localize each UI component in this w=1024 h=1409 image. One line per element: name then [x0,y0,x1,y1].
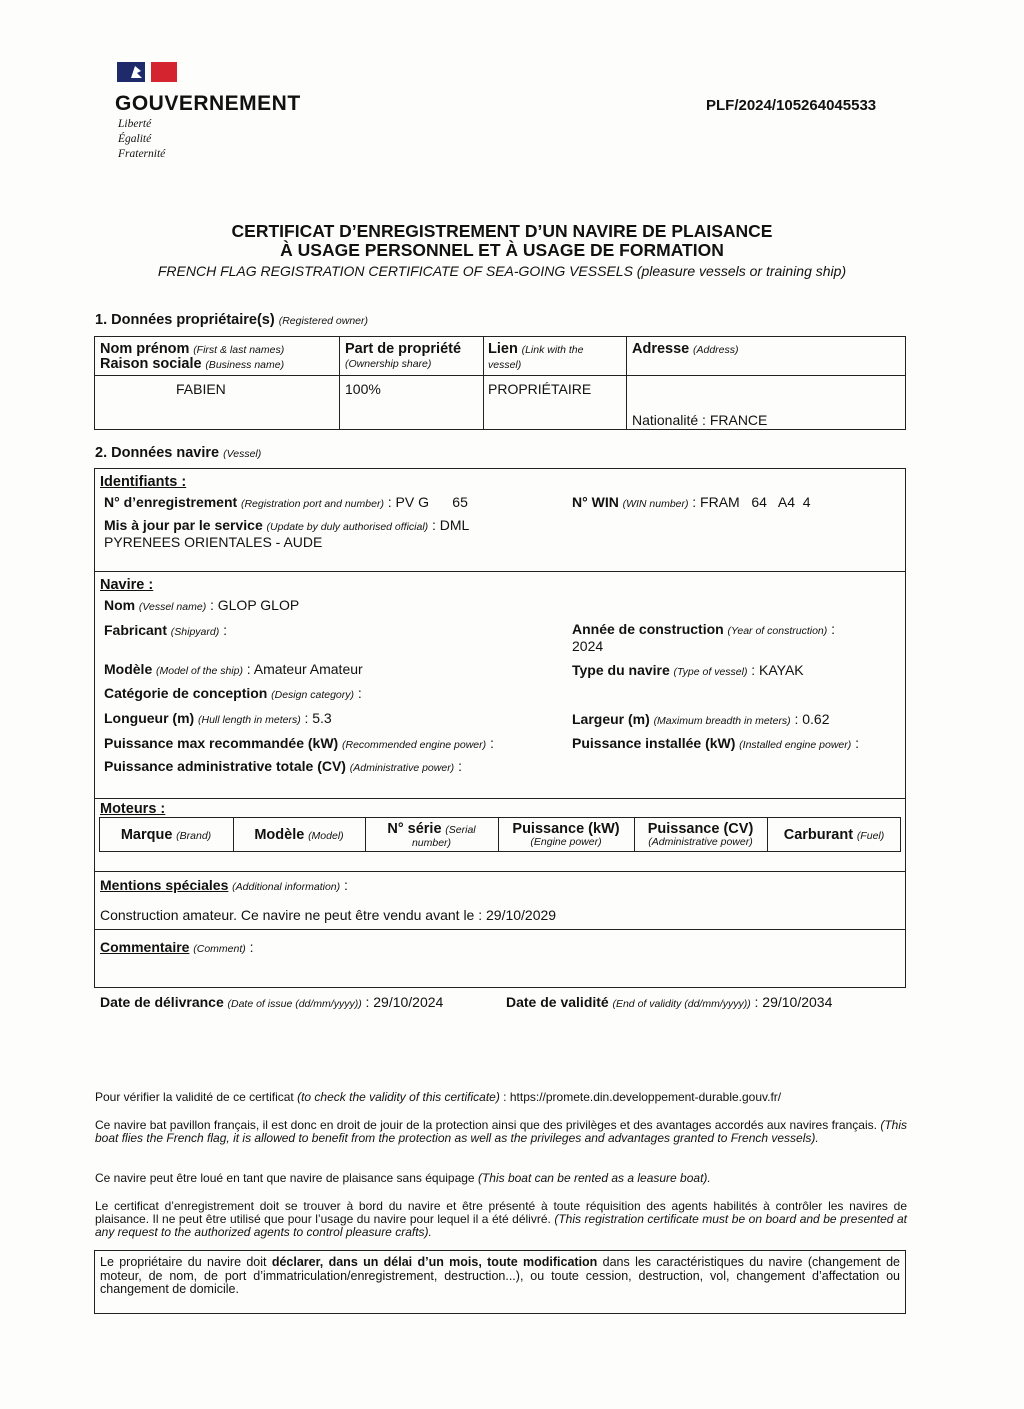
vessel-name: Nom (Vessel name) : GLOP GLOP [104,597,300,613]
owner-col-divider [483,336,484,430]
win-number: N° WIN (WIN number) : FRAM 64 A4 4 [572,494,811,510]
marianne-red-block [151,62,177,82]
footer-verify: Pour vérifier la validité de ce certificat (to check the validity of this certificate) : https://promete.din.developpement-durable.gouv.fr/ [95,1090,782,1104]
footer-flag: Ce navire bat pavillon français, il est donc en droit de jouir de la protection ainsi que des privilèges et des avantages accordés aux navires français. (This boat flies the French flag, it is allowed to benefit from the protection as well as the privileges and advantages granted to French vessels). [95,1118,907,1145]
motto-fraternite: Fraternité [118,148,166,160]
footer-rent: Ce navire peut être loué en tant que navire de plaisance sans équipage (This boat can be rented as a leasure boat). [95,1171,711,1185]
owner-name-value: FABIEN [176,381,226,397]
mentions-text: Construction amateur. Ce navire ne peut être vendu avant le : 29/10/2029 [100,907,557,923]
updated-by-service: Mis à jour par le service (Update by duly authorised official) : DML PYRENEES ORIENTALES - AUDE [104,517,470,550]
marianne-profile-icon [117,62,145,82]
vessel-max-power: Puissance max recommandée (kW) (Recommended engine power) : [104,735,494,751]
owner-share-value: 100% [345,381,381,397]
vessel-divider-mentions [94,929,906,930]
navire-title: Navire : [100,577,154,593]
owner-col-divider [626,336,627,430]
engines-col-model: Modèle (Model) [254,827,344,843]
footer-onboard: Le certificat d’enregistrement doit se trouver à bord du navire et être présenté à toute réquisition des agents habilités à contrôler les navires de plaisance. Il ne peut être utilisé que pour l’usage du navire pour lequel il a été délivré. (This registration certificate must be on board and be presented at any request to the authorized agents to control pleasure crafts). [95,1199,907,1239]
certificate-title-line2: À USAGE PERSONNEL ET À USAGE DE FORMATION [280,240,724,260]
vessel-design-category: Catégorie de conception (Design category) : [104,685,362,701]
owner-col-divider [339,336,340,430]
marianne-blue-block [117,62,145,82]
comment-label: Commentaire (Comment) : [100,939,254,955]
vessel-year: Année de construction (Year of construction) : 2024 [572,621,836,654]
vessel-admin-power: Puissance administrative totale (CV) (Administrative power) : [104,758,462,774]
vessel-divider-navire [94,798,906,799]
engines-col-kw: Puissance (kW) (Engine power) [512,821,620,848]
certificate-title-english: FRENCH FLAG REGISTRATION CERTIFICATE OF SEA-GOING VESSELS (pleasure vessels or training ship) [157,263,847,279]
vessel-model: Modèle (Model of the ship) : Amateur Amateur [104,661,363,677]
mentions-label: Mentions spéciales (Additional information) : [100,877,348,893]
owner-nationality: Nationalité : FRANCE [632,412,768,428]
registration-number: N° d’enregistrement (Registration port and number) : PV G 65 [104,494,468,510]
certificate-title-line1: CERTIFICAT D’ENREGISTREMENT D’UN NAVIRE DE PLAISANCE [231,221,773,241]
owner-section-title: 1. Données propriétaire(s) (Registered owner) [95,312,369,328]
engines-col-brand: Marque (Brand) [120,827,212,843]
owner-table-header-line [94,375,906,376]
engines-col-fuel: Carburant (Fuel) [783,827,885,843]
vessel-installed-power: Puissance installée (kW) (Installed engine power) : [572,735,860,751]
vessel-divider-engines [94,871,906,872]
validity-date: Date de validité (End of validity (dd/mm/yyyy)) : 29/10/2034 [506,994,833,1010]
owner-col-share: Part de propriété (Ownership share) [345,341,462,370]
vessel-length: Longueur (m) (Hull length in meters) : 5.3 [104,710,332,726]
engines-col-cv: Puissance (CV) (Administrative power) [647,821,754,848]
vessel-section-title: 2. Données navire (Vessel) [95,445,262,461]
vessel-divider-identifiers [94,571,906,572]
motto-liberte: Liberté [118,118,152,130]
owner-obligation-notice: Le propriétaire du navire doit déclarer, dans un délai d’un mois, toute modification dans les caractéristiques du navire (changement de moteur, de nom, de port d’immatriculation/enregistrement, destruction...), ou toute cession, destruction, vol, changement d’affectation ou changement de domicile. [94,1250,906,1314]
owner-col-link: Lien (Link with the vessel) [488,341,584,371]
certificate-reference: PLF/2024/105264045533 [706,97,877,114]
issue-date: Date de délivrance (Date of issue (dd/mm/yyyy)) : 29/10/2024 [100,994,444,1010]
owner-link-value: PROPRIÉTAIRE [488,381,592,397]
motto-egalite: Égalité [118,133,152,145]
owner-col-name: Nom prénom (First & last names) Raison sociale (Business name) [100,341,285,372]
vessel-type: Type du navire (Type of vessel) : KAYAK [572,662,804,678]
owner-col-address: Adresse (Address) [632,341,739,357]
marianne-logo-icon [117,62,177,82]
engines-title: Moteurs : [100,801,166,817]
vessel-shipyard: Fabricant (Shipyard) : [104,622,227,638]
government-title: GOUVERNEMENT [115,92,301,115]
identifiers-title: Identifiants : [100,474,187,490]
motto [118,117,165,162]
engines-col-serial: N° série (Serial number) [387,821,476,849]
vessel-breadth: Largeur (m) (Maximum breadth in meters) : 0.62 [572,711,830,727]
